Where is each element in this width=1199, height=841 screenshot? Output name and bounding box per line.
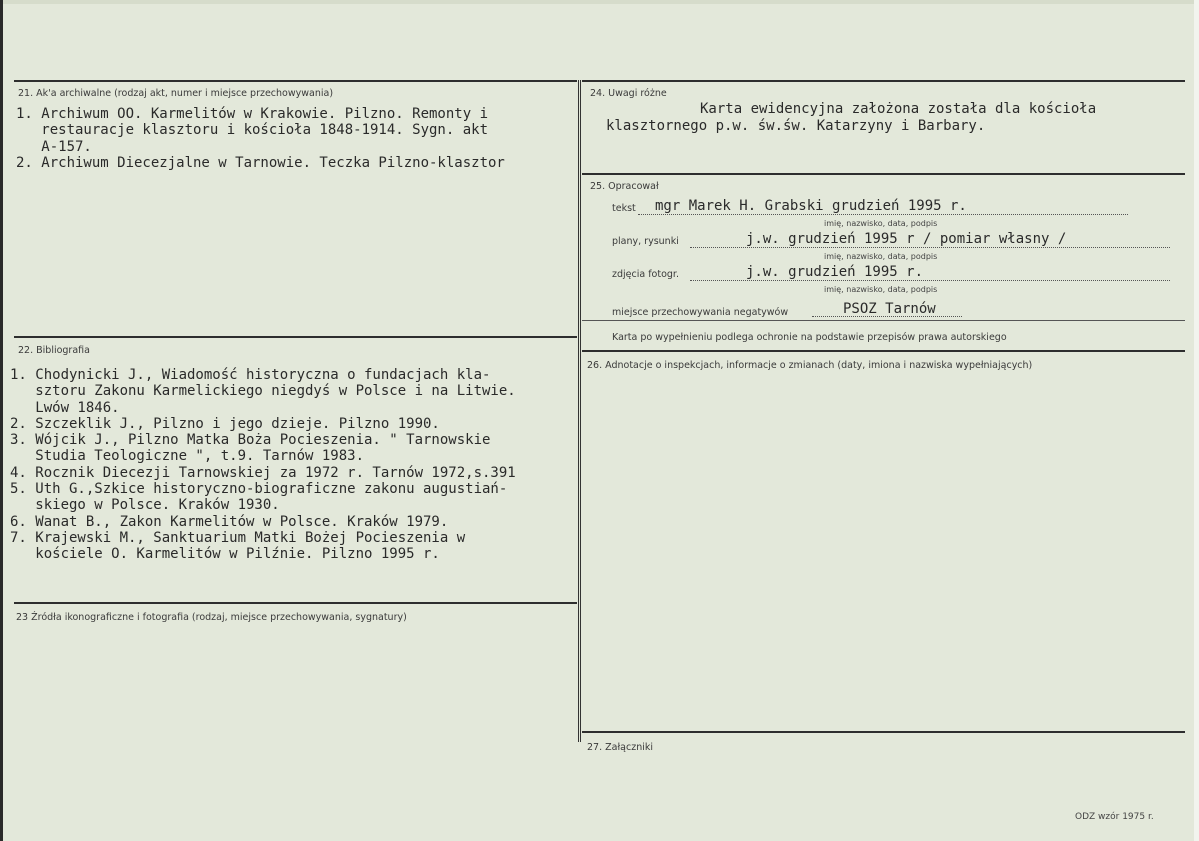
card-left-edge <box>0 0 3 841</box>
list-item: 5. Uth G.,Szkice historyczno-biograficzne zakonu augustiań- <box>10 481 508 498</box>
tekst-value: mgr Marek H. Grabski grudzień 1995 r. <box>655 198 967 214</box>
rule-s27 <box>582 731 1185 733</box>
rule-s22 <box>14 336 577 338</box>
negatywy-value: PSOZ Tarnów <box>843 301 936 317</box>
section-26-label: 26. Adnotacje o inspekcjach, informacje o zmianach (daty, imiona i nazwiska wypełniających) <box>587 360 1033 371</box>
rule-s26 <box>582 350 1185 352</box>
plany-label: plany, rysunki <box>612 236 679 247</box>
section-21-label: 21. Ak'a archiwalne (rodzaj akt, numer i miejsce przechowywania) <box>18 88 334 99</box>
section-24-line1: Karta ewidencyjna założona została dla kościoła <box>700 101 1097 117</box>
list-item: 7. Krajewski M., Sanktuarium Matki Bożej Pocieszenia w <box>10 529 466 546</box>
list-item: 2. Szczeklik J., Pilzno i jego dzieje. Pilzno 1990. <box>10 415 440 432</box>
list-item: Studia Teologiczne ", t.9. Tarnów 1983. <box>10 448 365 465</box>
copyright-note: Karta po wypełnieniu podlega ochronie na podstawie przepisów prawa autorskiego <box>612 332 1007 343</box>
list-item: restauracje klasztoru i kościoła 1848-1914. Sygn. akt <box>16 122 489 139</box>
rule-s25 <box>582 173 1185 175</box>
divider-left <box>578 80 579 742</box>
list-item: A-157. <box>16 138 92 155</box>
list-item: 3. Wójcik J., Pilzno Matka Boża Pocieszenia. " Tarnowskie <box>10 432 491 449</box>
plany-value: j.w. grudzień 1995 r / pomiar własny / <box>746 231 1067 247</box>
card-top-edge <box>0 0 1199 4</box>
list-item: 4. Rocznik Diecezji Tarnowskiej za 1972 r. Tarnów 1972,s.391 <box>10 464 516 481</box>
list-item: kościele O. Karmelitów w Pilźnie. Pilzno 1995 r. <box>10 546 440 563</box>
tekst-dotted-line <box>638 214 1128 215</box>
section-25-label: 25. Opracował <box>590 181 659 192</box>
rule-top-right <box>582 80 1185 82</box>
plany-caption: imię, nazwisko, data, podpis <box>824 252 938 261</box>
tekst-caption: imię, nazwisko, data, podpis <box>824 219 938 228</box>
list-item: 2. Archiwum Diecezjalne w Tarnowie. Teczka Pilzno-klasztor <box>16 154 505 171</box>
zdjecia-dotted-line <box>690 280 1170 281</box>
plany-dotted-line <box>690 247 1170 248</box>
rule-s25-inner <box>582 320 1185 321</box>
negatywy-label: miejsce przechowywania negatywów <box>612 307 789 318</box>
form-footer: ODZ wzór 1975 r. <box>1075 812 1154 822</box>
list-item: skiego w Polsce. Kraków 1930. <box>10 497 280 514</box>
card-right-edge <box>1194 0 1199 841</box>
section-23-label: 23 Źródła ikonograficzne i fotografia (rodzaj, miejsce przechowywania, sygnatury) <box>16 612 407 623</box>
list-item: 1. Archiwum OO. Karmelitów w Krakowie. Pilzno. Remonty i <box>16 106 489 122</box>
section-22-list <box>10 367 516 563</box>
rule-s23 <box>14 602 577 604</box>
section-21-list <box>16 106 505 171</box>
list-item: Lwów 1846. <box>10 399 120 416</box>
list-item: 1. Chodynicki J., Wiadomość historyczna o fundacjach kla- <box>10 367 491 383</box>
section-27-label: 27. Załączniki <box>587 742 653 753</box>
section-24-label: 24. Uwagi różne <box>590 88 667 99</box>
zdjecia-label: zdjęcia fotogr. <box>612 269 679 280</box>
list-item: 6. Wanat B., Zakon Karmelitów w Polsce. Kraków 1979. <box>10 513 449 530</box>
zdjecia-value: j.w. grudzień 1995 r. <box>746 264 924 280</box>
rule-top-left <box>14 80 577 82</box>
divider-right <box>580 80 581 742</box>
zdjecia-caption: imię, nazwisko, data, podpis <box>824 285 938 294</box>
section-24-line2: klasztornego p.w. św.św. Katarzyny i Barbary. <box>606 118 986 134</box>
section-22-label: 22. Bibliografia <box>18 345 90 356</box>
list-item: sztoru Zakonu Karmelickiego niegdyś w Polsce i na Litwie. <box>10 383 516 400</box>
tekst-label: tekst <box>612 203 636 214</box>
